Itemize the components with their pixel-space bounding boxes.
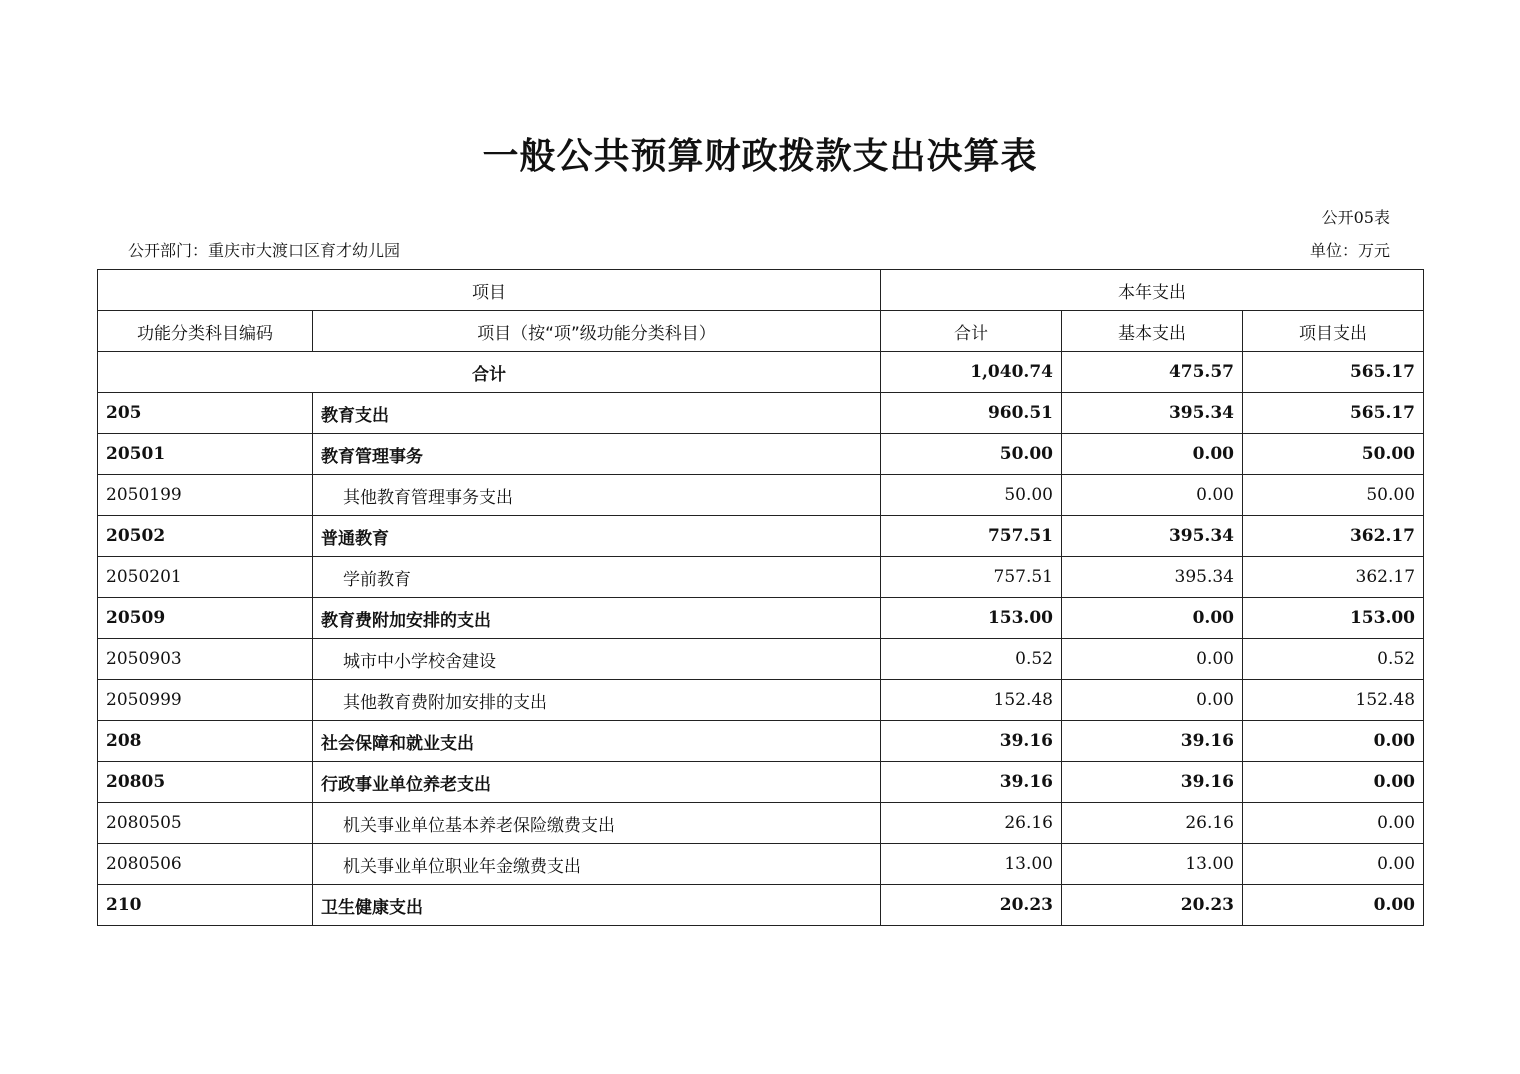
row-program: 0.00	[1243, 803, 1424, 844]
row-item-name: 普通教育	[313, 516, 881, 557]
row-basic: 395.34	[1062, 516, 1243, 557]
row-total: 50.00	[881, 475, 1062, 516]
row-item-name: 机关事业单位职业年金缴费支出	[313, 844, 881, 885]
table-row	[98, 516, 1424, 557]
row-item-name: 其他教育管理事务支出	[313, 475, 881, 516]
row-item-name: 城市中小学校舍建设	[313, 639, 881, 680]
row-program: 0.52	[1243, 639, 1424, 680]
total-row-label: 合计	[98, 352, 881, 393]
table-row	[98, 844, 1424, 885]
row-total: 39.16	[881, 721, 1062, 762]
row-basic: 26.16	[1062, 803, 1243, 844]
header-item: 项目（按“项”级功能分类科目）	[313, 311, 881, 352]
row-total: 0.52	[881, 639, 1062, 680]
row-code: 205	[98, 393, 313, 434]
row-basic: 39.16	[1062, 762, 1243, 803]
total-row	[98, 352, 1424, 393]
department-label: 公开部门：重庆市大渡口区育才幼儿园	[128, 241, 401, 260]
row-code: 2050199	[98, 475, 313, 516]
table-row	[98, 598, 1424, 639]
row-program: 152.48	[1243, 680, 1424, 721]
row-code: 210	[98, 885, 313, 926]
row-program: 565.17	[1243, 393, 1424, 434]
row-basic: 39.16	[1062, 721, 1243, 762]
row-total: 757.51	[881, 557, 1062, 598]
unit-label: 单位：万元	[1309, 241, 1390, 260]
row-total: 13.00	[881, 844, 1062, 885]
row-total: 20.23	[881, 885, 1062, 926]
row-basic: 0.00	[1062, 639, 1243, 680]
table-row	[98, 434, 1424, 475]
row-total: 153.00	[881, 598, 1062, 639]
table-number: 公开05表	[1321, 208, 1390, 227]
table-row	[98, 475, 1424, 516]
header-current-year: 本年支出	[881, 270, 1424, 311]
header-row-2	[98, 311, 1424, 352]
row-total: 152.48	[881, 680, 1062, 721]
row-code: 20502	[98, 516, 313, 557]
row-program: 50.00	[1243, 475, 1424, 516]
table-row	[98, 393, 1424, 434]
row-program: 153.00	[1243, 598, 1424, 639]
row-program: 0.00	[1243, 762, 1424, 803]
table-row	[98, 803, 1424, 844]
row-code: 20805	[98, 762, 313, 803]
row-code: 20509	[98, 598, 313, 639]
row-code: 2080505	[98, 803, 313, 844]
header-project: 项目	[98, 270, 881, 311]
row-code: 2080506	[98, 844, 313, 885]
row-basic: 0.00	[1062, 475, 1243, 516]
row-total: 39.16	[881, 762, 1062, 803]
row-basic: 0.00	[1062, 680, 1243, 721]
row-item-name: 卫生健康支出	[313, 885, 881, 926]
budget-table	[97, 269, 1424, 926]
row-program: 50.00	[1243, 434, 1424, 475]
row-item-name: 教育管理事务	[313, 434, 881, 475]
row-item-name: 学前教育	[313, 557, 881, 598]
header-row-1	[98, 270, 1424, 311]
header-total: 合计	[881, 311, 1062, 352]
row-program: 0.00	[1243, 721, 1424, 762]
table-row	[98, 680, 1424, 721]
row-item-name: 行政事业单位养老支出	[313, 762, 881, 803]
row-item-name: 机关事业单位基本养老保险缴费支出	[313, 803, 881, 844]
row-program: 0.00	[1243, 844, 1424, 885]
row-basic: 13.00	[1062, 844, 1243, 885]
row-program: 362.17	[1243, 557, 1424, 598]
row-item-name: 其他教育费附加安排的支出	[313, 680, 881, 721]
row-total: 960.51	[881, 393, 1062, 434]
total-row-total: 1,040.74	[881, 352, 1062, 393]
total-row-program: 565.17	[1243, 352, 1424, 393]
row-basic: 395.34	[1062, 557, 1243, 598]
row-basic: 0.00	[1062, 434, 1243, 475]
row-program: 0.00	[1243, 885, 1424, 926]
table-row	[98, 721, 1424, 762]
table-row	[98, 639, 1424, 680]
row-code: 2050999	[98, 680, 313, 721]
table-row	[98, 557, 1424, 598]
total-row-basic: 475.57	[1062, 352, 1243, 393]
header-code: 功能分类科目编码	[98, 311, 313, 352]
header-program: 项目支出	[1243, 311, 1424, 352]
row-basic: 395.34	[1062, 393, 1243, 434]
row-code: 2050201	[98, 557, 313, 598]
table-row	[98, 762, 1424, 803]
row-item-name: 教育支出	[313, 393, 881, 434]
row-total: 26.16	[881, 803, 1062, 844]
row-code: 20501	[98, 434, 313, 475]
row-code: 208	[98, 721, 313, 762]
row-total: 757.51	[881, 516, 1062, 557]
row-item-name: 社会保障和就业支出	[313, 721, 881, 762]
table-row	[98, 885, 1424, 926]
row-code: 2050903	[98, 639, 313, 680]
row-item-name: 教育费附加安排的支出	[313, 598, 881, 639]
report-title: 一般公共预算财政拨款支出决算表	[482, 136, 1038, 177]
header-basic: 基本支出	[1062, 311, 1243, 352]
row-total: 50.00	[881, 434, 1062, 475]
row-program: 362.17	[1243, 516, 1424, 557]
row-basic: 0.00	[1062, 598, 1243, 639]
row-basic: 20.23	[1062, 885, 1243, 926]
